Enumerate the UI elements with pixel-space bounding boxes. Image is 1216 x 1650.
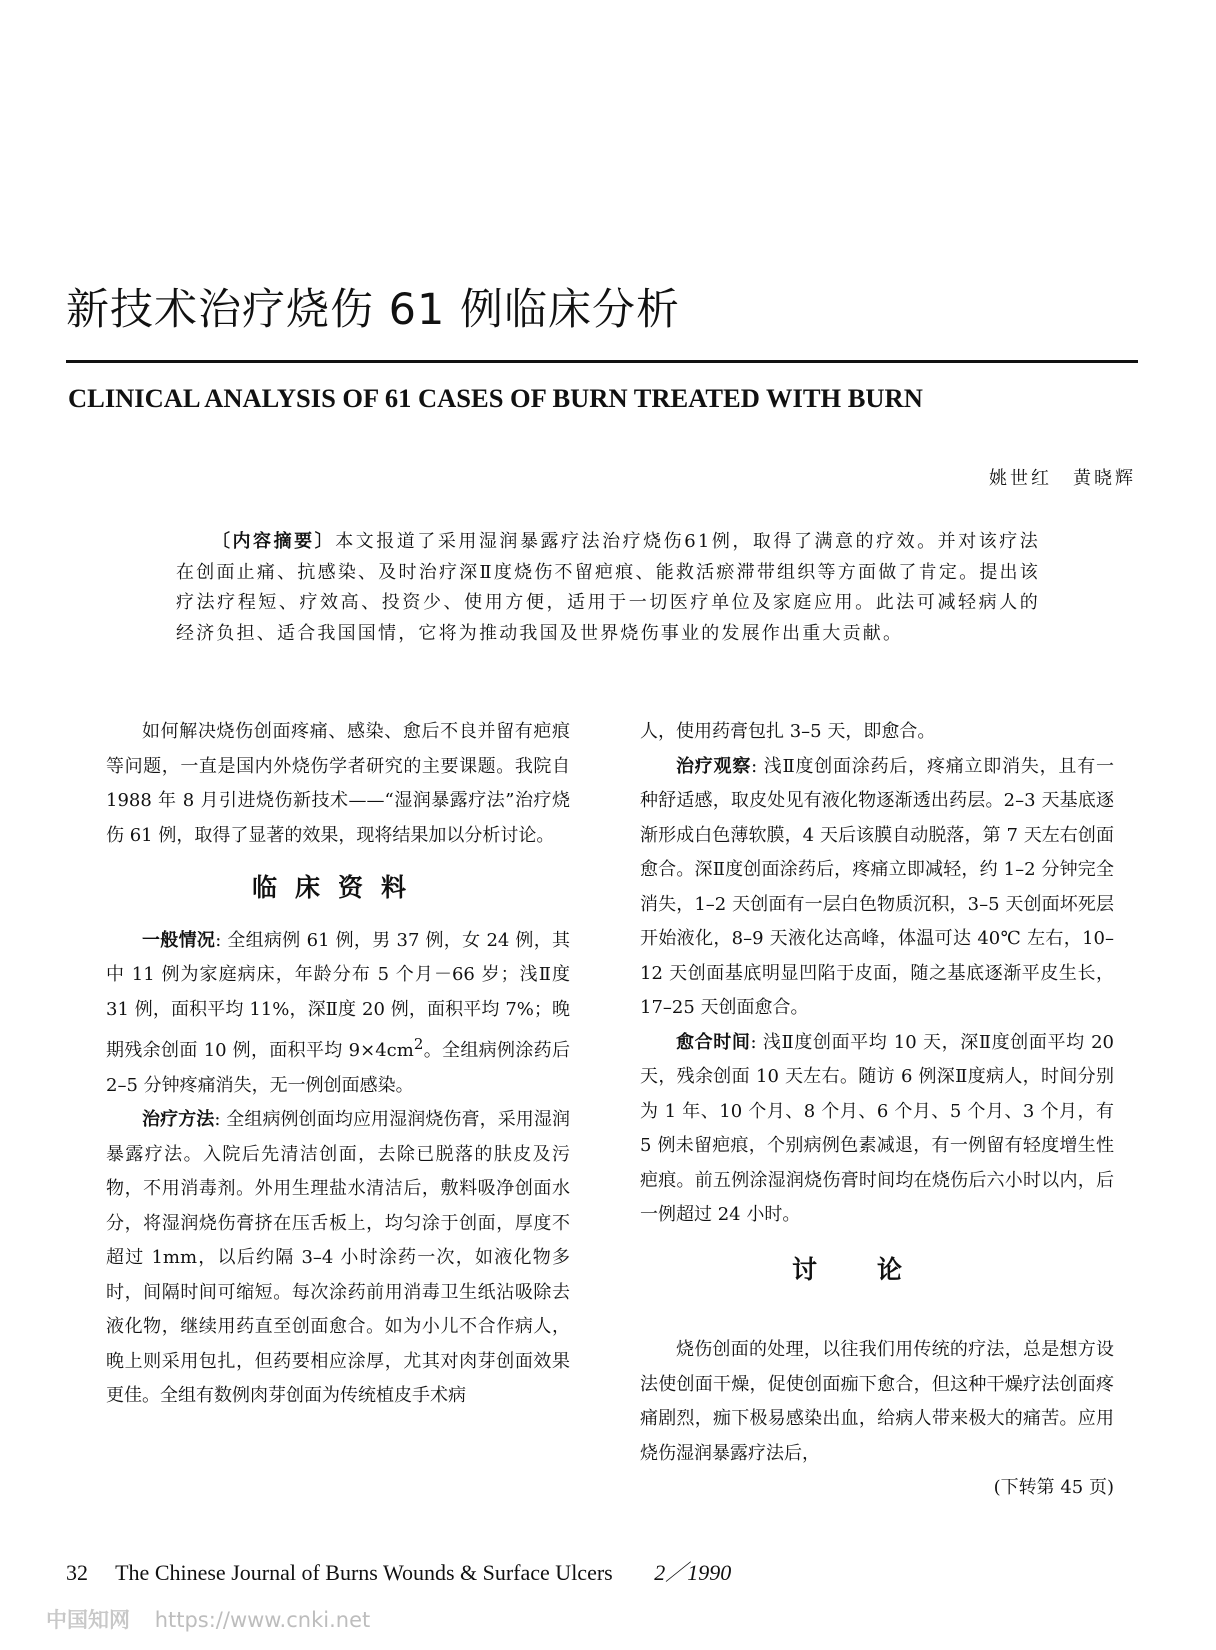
article-title-en: CLINICAL ANALYSIS OF 61 CASES OF BURN TREATED WITH BURN — [68, 383, 923, 413]
abstract — [176, 527, 1040, 649]
left-column — [106, 715, 570, 1414]
journal-name: The Chinese Journal of Burns Wounds & Surface Ulcers — [115, 1560, 613, 1585]
section-heading-clinical: 临床资料 — [251, 873, 424, 902]
continued-note: (下转第 45 页) — [993, 1477, 1114, 1498]
title-rule — [66, 360, 1138, 363]
general-superscript: 2 — [413, 1035, 424, 1053]
continued-paragraph: 人，使用药膏包扎 3–5 天，即愈合。 — [640, 721, 936, 742]
page-number: 32 — [66, 1560, 88, 1585]
general-text-post: 。全组病例涂药后 2–5 分钟疼痛消失，无一例创面感染。 — [106, 1040, 570, 1096]
general-label: 一般情况 — [142, 929, 216, 951]
general-paragraph — [106, 924, 570, 1104]
method-label: 治疗方法 — [142, 1109, 215, 1130]
method-text: : 全组病例创面均应用湿润烧伤膏，采用湿润暴露疗法。入院后先清洁创面，去除已脱落的肤皮及污物，不用消毒剂。外用生理盐水清洁后，敷料吸净创面水分，将湿润烧伤膏挤在压舌板上，均匀涂于创面，厚度不超过 1mm，以后约隔 3–4 小时涂药一次，如液化物多时，间隔时间可缩短。每次涂药前用消毒卫生纸沾吸除去液化物，继续用药直至创面愈合。如为小儿不合作病人，晚上则采用包扎，但药要相应涂厚，尤其对肉芽创面效果更佳。全组有数例肉芽创面为传统植皮手术病 — [106, 1109, 570, 1406]
cnki-logo: 中国知网 — [46, 1608, 130, 1632]
observe-text: : 浅Ⅱ度创面涂药后，疼痛立即消失，且有一种舒适感，取皮处见有液化物逐渐透出药层。2–3 天基底逐渐形成白色薄软膜，4 天后该膜自动脱落，第 7 天左右创面愈合。深Ⅱ度创面涂药后，疼痛立即减轻，约 1–2 分钟完全消失，1–2 天创面有一层白色物质沉积，3–5 天创面坏死层开始液化，8–9 天液化达高峰，体温可达 40℃ 左右，10–12 天创面基底明显凹陷于皮面，随之基底逐渐平皮生长，17–25 天创面愈合。 — [640, 755, 1114, 1018]
observe-label: 治疗观察 — [676, 755, 752, 777]
cnki-url: https://www.cnki.net — [154, 1608, 371, 1632]
general-text-pre: : 全组病例 61 例，男 37 例，女 24 例，其中 11 例为家庭病床，年龄分布 5 个月－66 岁；浅Ⅱ度 31 例，面积平均 11%，深Ⅱ度 20 例，面积平均 7%；晚期残余创面 10 例，面积平均 9×4cm — [106, 929, 571, 1061]
heal-paragraph — [640, 1026, 1114, 1233]
method-paragraph — [106, 1103, 570, 1414]
observe-paragraph — [640, 750, 1114, 1026]
discussion-paragraph: 烧伤创面的处理，以往我们用传统的疗法，总是想方设法使创面干燥，促使创面痂下愈合，但这种干燥疗法创面疼痛剧烈，痂下极易感染出血，给病人带来极大的痛苦。应用烧伤湿润暴露疗法后， — [640, 1339, 1114, 1464]
abstract-label: 〔内容摘要〕 — [212, 531, 336, 552]
heal-label: 愈合时间 — [676, 1031, 751, 1053]
intro-paragraph: 如何解决烧伤创面疼痛、感染、愈后不良并留有疤痕等问题，一直是国内外烧伤学者研究的主要课题。我院自 1988 年 8 月引进烧伤新技术——“湿润暴露疗法”治疗烧伤 61 例，取得了显著的效果，现将结果加以分析讨论。 — [106, 721, 570, 846]
issue-number: 2／1990 — [654, 1560, 732, 1585]
article-title-cn: 新技术治疗烧伤 61 例临床分析 — [66, 285, 681, 335]
authors: 姚世红 黄晓辉 — [989, 468, 1136, 489]
page-footer — [66, 1556, 731, 1587]
right-column — [640, 715, 1114, 1506]
heal-text: : 浅Ⅱ度创面平均 10 天，深Ⅱ度创面平均 20 天，残余创面 10 天左右。随访 6 例深Ⅱ度病人，时间分别为 1 年、10 个月、8 个月、6 个月、5 个月、3 个月，有 5 例未留疤痕，个别病例色素减退，有一例留有轻度增生性疤痕。前五例涂湿润烧伤膏时间均在烧伤后六小时以内，后一例超过 24 小时。 — [640, 1031, 1115, 1225]
cnki-watermark — [46, 1604, 370, 1634]
section-heading-discussion: 讨论 — [791, 1254, 962, 1284]
abstract-text: 本文报道了采用湿润暴露疗法治疗烧伤61例，取得了满意的疗效。并对该疗法在创面止痛、抗感染、及时治疗深Ⅱ度烧伤不留疤痕、能救活瘀滞带组织等方面做了肯定。提出该疗法疗程短、疗效高、投资少、使用方便，适用于一切医疗单位及家庭应用。此法可减轻病人的经济负担、适合我国国情，它将为推动我国及世界烧伤事业的发展作出重大贡献。 — [176, 531, 1040, 644]
